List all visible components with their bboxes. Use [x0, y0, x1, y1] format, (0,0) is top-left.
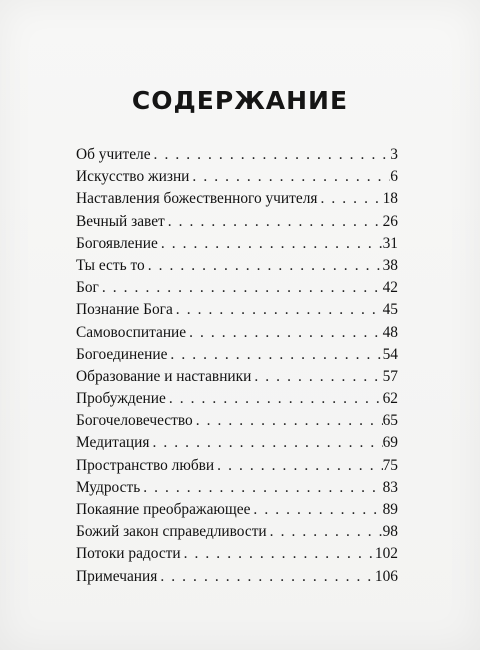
toc-dot-leader — [189, 166, 390, 188]
toc-entry-page: 38 — [382, 256, 398, 274]
toc-entry — [76, 322, 398, 344]
toc-dot-leader — [151, 144, 391, 166]
toc-entry-page: 18 — [382, 190, 398, 208]
toc-entry-page: 106 — [374, 567, 398, 585]
page-title: СОДЕРЖАНИЕ — [131, 86, 349, 115]
toc-dot-leader — [157, 566, 375, 588]
toc-entry-page: 31 — [382, 234, 398, 252]
toc-dot-leader — [165, 211, 383, 233]
toc-entry-title: Мудрость — [76, 478, 141, 496]
toc-entry-title: Искусство жизни — [76, 168, 190, 186]
toc-dot-leader — [250, 499, 382, 521]
toc-entry — [76, 166, 398, 188]
toc-entry-page: 26 — [382, 212, 398, 230]
table-of-contents — [76, 144, 398, 588]
toc-entry-page: 62 — [382, 390, 398, 408]
toc-entry — [76, 366, 398, 388]
toc-dot-leader — [173, 299, 383, 321]
toc-entry — [76, 477, 398, 499]
toc-entry-page: 75 — [382, 456, 398, 474]
toc-entry — [76, 521, 398, 543]
toc-entry-page: 69 — [382, 434, 398, 452]
toc-entry-page: 3 — [390, 146, 398, 163]
toc-dot-leader — [145, 255, 383, 277]
toc-entry — [76, 410, 398, 432]
toc-entry-title: Покаяние преображающее — [76, 501, 251, 518]
toc-entry-title: Бог — [76, 279, 99, 297]
toc-entry-page: 6 — [390, 168, 398, 186]
toc-entry-page: 42 — [382, 279, 398, 297]
toc-entry — [76, 455, 398, 477]
toc-entry-title: Наставления божественного учителя — [76, 190, 318, 208]
toc-entry — [76, 144, 398, 166]
toc-dot-leader — [317, 188, 382, 210]
toc-entry-title: Вечный завет — [76, 212, 165, 230]
toc-entry-title: Пространство любви — [76, 456, 215, 474]
toc-entry — [76, 299, 398, 321]
toc-entry-page: 48 — [382, 323, 398, 341]
toc-entry-page: 89 — [382, 501, 398, 518]
toc-entry-page: 54 — [382, 345, 398, 363]
toc-entry-page: 83 — [382, 478, 398, 496]
toc-dot-leader — [181, 543, 375, 565]
toc-entry — [76, 543, 398, 565]
toc-entry — [76, 188, 398, 210]
toc-entry-title: Богоединение — [76, 345, 168, 363]
toc-entry-title: Познание Бога — [76, 301, 173, 319]
toc-dot-leader — [186, 322, 382, 344]
toc-entry-title: Образование и наставники — [76, 367, 252, 385]
toc-entry-title: Пробуждение — [76, 390, 166, 408]
toc-entry-title: Самовоспитание — [76, 323, 187, 341]
toc-entry — [76, 277, 398, 299]
toc-entry-page: 98 — [382, 523, 398, 541]
toc-entry-title: Божий закон справедливости — [76, 523, 267, 541]
toc-dot-leader — [167, 344, 382, 366]
toc-entry — [76, 388, 398, 410]
toc-entry — [76, 499, 398, 521]
toc-entry-title: Ты есть то — [76, 256, 145, 274]
toc-entry — [76, 432, 398, 454]
toc-entry — [76, 211, 398, 233]
toc-entry — [76, 233, 398, 255]
toc-entry-page: 65 — [382, 412, 398, 430]
toc-entry-title: Примечания — [76, 567, 158, 585]
toc-entry-title: Потоки радости — [76, 545, 181, 563]
toc-dot-leader — [158, 233, 383, 255]
toc-dot-leader — [251, 366, 382, 388]
toc-dot-leader — [166, 388, 383, 410]
toc-dot-leader — [99, 277, 383, 299]
toc-dot-leader — [140, 477, 382, 499]
toc-entry-title: Медитация — [76, 434, 150, 452]
toc-dot-leader — [193, 410, 383, 432]
toc-entry-page: 45 — [382, 301, 398, 319]
toc-dot-leader — [214, 455, 382, 477]
toc-entry-page: 57 — [382, 367, 398, 385]
toc-entry-title: Богочеловечество — [76, 412, 193, 430]
toc-entry-page: 102 — [374, 545, 398, 563]
toc-entry — [76, 566, 398, 588]
toc-dot-leader — [267, 521, 383, 543]
toc-entry-title: Об учителе — [76, 146, 151, 163]
toc-entry — [76, 255, 398, 277]
toc-dot-leader — [149, 432, 382, 454]
toc-entry — [76, 344, 398, 366]
toc-entry-title: Богоявление — [76, 234, 158, 252]
